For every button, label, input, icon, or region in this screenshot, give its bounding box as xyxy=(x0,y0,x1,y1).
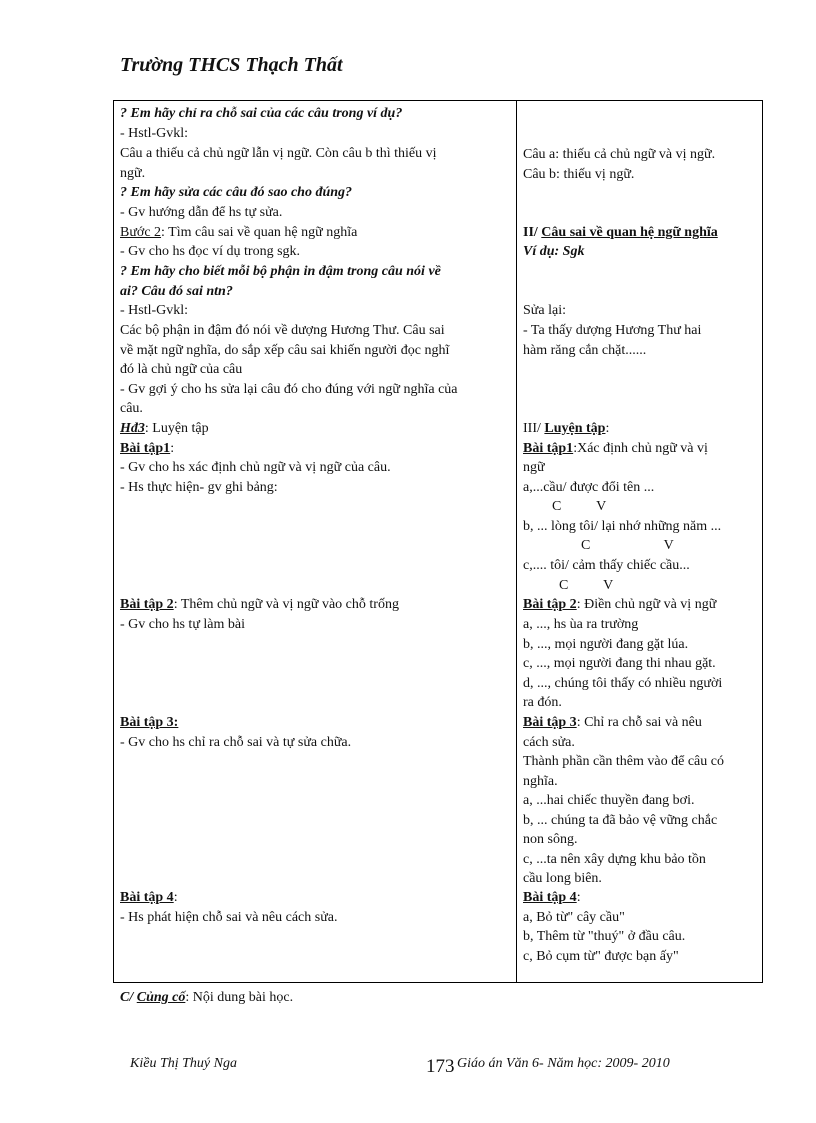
text-line: a, ...hai chiếc thuyền đang bơi. xyxy=(523,793,695,808)
text-line: - Gv hướng dẫn để hs tự sửa. xyxy=(120,205,283,220)
text-line: ra đón. xyxy=(523,695,562,710)
exercise-4-label: Bài tập 4 xyxy=(120,890,174,905)
consolidation-prefix: C/ xyxy=(120,990,137,1005)
exercise-4-answer-heading xyxy=(523,888,581,907)
exercise-1-label: Bài tập1 xyxy=(523,441,574,456)
section-3-heading xyxy=(523,419,609,438)
text-line: Sửa lại: xyxy=(523,303,566,318)
text-line: Câu b: thiếu vị ngữ. xyxy=(523,167,635,182)
consolidation-text: : Nội dung bài học. xyxy=(185,990,294,1005)
question-3-cont: ai? Câu đó sai ntn? xyxy=(120,284,233,299)
text-line: a,...cầu/ được đổi tên ... xyxy=(523,480,655,495)
page-number: 173 xyxy=(426,1056,455,1077)
text-line: - Hs thực hiện- gv ghi bảng: xyxy=(120,480,278,495)
exercise-2-label: Bài tập 2 xyxy=(523,597,577,612)
text-line: b, ..., mọi người đang gặt lúa. xyxy=(523,637,689,652)
exercise-2-answer-heading xyxy=(523,595,716,614)
text-line: ngữ. xyxy=(120,166,146,181)
text-line: nghĩa. xyxy=(523,774,558,789)
subject-predicate-marker: C V xyxy=(581,538,674,553)
activity-3-line xyxy=(120,419,209,438)
footer-author: Kiều Thị Thuý Nga xyxy=(130,1056,237,1071)
section-3-prefix: III/ xyxy=(523,421,545,436)
example-ref: Ví dụ: Sgk xyxy=(523,244,585,259)
exercise-4-label: Bài tập 4 xyxy=(523,890,577,905)
exercise-2-text: : Điền chủ ngữ và vị ngữ xyxy=(576,597,717,612)
text-line: c, Bỏ cụm từ" được bạn ấy" xyxy=(523,949,679,964)
colon: : xyxy=(576,890,581,905)
question-1: ? Em hãy chỉ ra chỗ sai của các câu trong ví dụ? xyxy=(120,106,403,121)
school-header: Trường THCS Thạch Thất xyxy=(120,54,343,76)
exercise-3-heading: Bài tập 3: xyxy=(120,715,179,730)
colon: : xyxy=(173,890,178,905)
text-line: a, Bỏ từ" cây cầu" xyxy=(523,910,625,925)
exercise-2-label: Bài tập 2 xyxy=(120,597,174,612)
question-3: ? Em hãy cho biết mỗi bộ phận in đậm trong câu nói về xyxy=(120,264,441,279)
text-line: về mặt ngữ nghĩa, do sắp xếp câu sai khiến người đọc nghĩ xyxy=(120,343,450,358)
step-2-text: : Tìm câu sai về quan hệ ngữ nghĩa xyxy=(161,225,358,240)
consolidation-line xyxy=(120,988,293,1007)
text-line: - Gv cho hs tự làm bài xyxy=(120,617,246,632)
text-line: non sông. xyxy=(523,832,578,847)
text-line: đó là chủ ngữ của câu xyxy=(120,362,243,377)
exercise-2-text: : Thêm chủ ngữ và vị ngữ vào chỗ trống xyxy=(173,597,399,612)
activity-3-label: Hđ3 xyxy=(120,421,145,436)
text-line: d, ..., chúng tôi thấy có nhiều người xyxy=(523,676,723,691)
question-2: ? Em hãy sửa các câu đó sao cho đúng? xyxy=(120,185,353,200)
text-line: - Hstl-Gvkl: xyxy=(120,126,189,141)
text-line: c,.... tôi/ cảm thấy chiếc cầu... xyxy=(523,558,690,573)
text-line: b, Thêm từ "thuý" ở đầu câu. xyxy=(523,929,686,944)
text-line: a, ..., hs ùa ra trường xyxy=(523,617,639,632)
text-line: Câu a thiếu cả chủ ngữ lẫn vị ngữ. Còn câu b thì thiếu vị xyxy=(120,146,437,161)
subject-predicate-marker: C V xyxy=(559,578,614,593)
text-line: - Gv cho hs đọc ví dụ trong sgk. xyxy=(120,244,301,259)
colon: : xyxy=(605,421,610,436)
text-line: cầu long biên. xyxy=(523,871,602,886)
text-line: hàm răng cắn chặt...... xyxy=(523,343,647,358)
text-line: c, ..., mọi người đang thi nhau gặt. xyxy=(523,656,716,671)
text-line: ngữ xyxy=(523,460,545,475)
section-2-title: Câu sai về quan hệ ngữ nghĩa xyxy=(541,225,718,240)
section-3-title: Luyện tập xyxy=(544,421,606,436)
text-line: Câu a: thiếu cả chủ ngữ và vị ngữ. xyxy=(523,147,716,162)
exercise-1-text: :Xác định chủ ngữ và vị xyxy=(573,441,708,456)
text-line: Thành phần cần thêm vào để câu có xyxy=(523,754,724,769)
text-line: - Gv cho hs xác định chủ ngữ và vị ngữ của câu. xyxy=(120,460,391,475)
exercise-3-label: Bài tập 3 xyxy=(523,715,577,730)
subject-predicate-marker: C V xyxy=(552,499,607,514)
exercise-3-answer-heading xyxy=(523,713,702,732)
exercise-2-heading xyxy=(120,595,399,614)
text-line: cách sửa. xyxy=(523,735,575,750)
text-line: b, ... chúng ta đã bảo vệ vững chắc xyxy=(523,813,718,828)
activity-3-text: : Luyện tập xyxy=(144,421,209,436)
exercise-3-text: : Chỉ ra chỗ sai và nêu xyxy=(576,715,702,730)
exercise-1-heading xyxy=(120,439,174,458)
text-line: b, ... lòng tôi/ lại nhớ những năm ... xyxy=(523,519,722,534)
text-line: - Gv gợi ý cho hs sửa lại câu đó cho đúng với ngữ nghĩa của xyxy=(120,382,458,397)
exercise-1-label: Bài tập1 xyxy=(120,441,171,456)
text-line: - Ta thấy dượng Hương Thư hai xyxy=(523,323,702,338)
consolidation-label: Củng cố xyxy=(136,990,186,1005)
section-2-prefix: II/ xyxy=(523,225,542,240)
text-line: - Hstl-Gvkl: xyxy=(120,303,189,318)
step-2-label: Bước 2 xyxy=(120,225,162,240)
colon: : xyxy=(170,441,175,456)
text-line: Các bộ phận in đậm đó nói về dượng Hương Thư. Câu sai xyxy=(120,323,445,338)
text-line: - Gv cho hs chỉ ra chỗ sai và tự sửa chữa. xyxy=(120,735,352,750)
text-line: c, ...ta nên xây dựng khu bảo tồn xyxy=(523,852,706,867)
exercise-4-heading xyxy=(120,888,178,907)
step-2-line xyxy=(120,223,357,242)
footer-course: Giáo án Văn 6- Năm học: 2009- 2010 xyxy=(457,1056,670,1071)
text-line: - Hs phát hiện chỗ sai và nêu cách sửa. xyxy=(120,910,338,925)
column-divider xyxy=(516,100,517,983)
section-2-heading xyxy=(523,223,718,242)
text-line: câu. xyxy=(120,401,143,416)
exercise-1-answer-heading xyxy=(523,439,708,458)
